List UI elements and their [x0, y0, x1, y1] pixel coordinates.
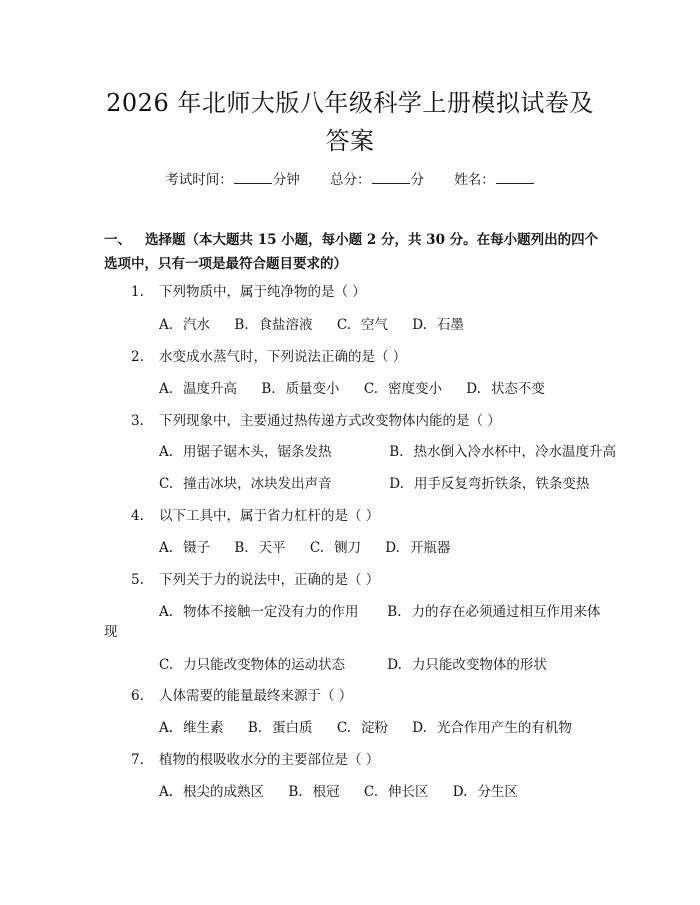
option-text: 用锯子锯木头，锯条发热 [183, 444, 332, 460]
option-letter: D. [412, 720, 427, 736]
option [248, 716, 313, 736]
option-letter: C. [336, 317, 351, 333]
option-letter: B. [288, 784, 303, 800]
option-text: 蛋白质 [272, 720, 313, 736]
option-letter: D. [412, 317, 427, 333]
section-heading [104, 228, 604, 276]
option-text: 力只能改变物体的运动状态 [183, 657, 346, 673]
option-letter: C. [159, 476, 174, 492]
option [310, 536, 361, 556]
option [466, 377, 545, 397]
question-stem [131, 504, 379, 524]
option [387, 653, 547, 673]
score-label: 总分： [330, 172, 371, 188]
student-name [454, 168, 535, 188]
score-unit: 分 [410, 172, 424, 188]
option-letter: B. [247, 720, 263, 736]
option-row [159, 716, 592, 736]
question-text: 以下工具中，属于省力杠杆的是（ ） [159, 508, 380, 524]
question-number: 5. [131, 572, 144, 588]
title-line-1: 2026 年北师大版八年级科学上册模拟试卷及 [106, 89, 594, 117]
option-letter: B. [387, 604, 402, 620]
option [412, 716, 572, 736]
option [159, 440, 357, 460]
option-text: 状态不变 [490, 381, 545, 397]
question-text: 下列关于力的说法中，正确的是（ ） [159, 572, 380, 588]
option-text: 密度变小 [388, 381, 442, 397]
option-text: 光合作用产生的有机物 [436, 720, 572, 736]
question-number: 7. [131, 752, 144, 768]
question-number: 6. [131, 688, 144, 704]
option-text: 撞击冰块，冰块发出声音 [183, 476, 332, 492]
option [387, 600, 600, 620]
option-text: 天平 [258, 540, 286, 556]
exam-meta [0, 168, 700, 188]
option [234, 536, 285, 556]
option-text: 物体不接触一定没有力的作用 [183, 604, 359, 620]
option-row [159, 653, 567, 673]
option [159, 780, 264, 800]
option-text: 石墨 [436, 317, 464, 333]
question-number: 1. [131, 284, 144, 300]
option-letter: D. [389, 476, 404, 492]
option [412, 313, 464, 333]
option [288, 780, 339, 800]
option [159, 536, 210, 556]
question-number: 4. [131, 508, 144, 524]
option [261, 377, 339, 397]
option-row [159, 377, 565, 397]
option-letter: C. [363, 381, 378, 397]
time-blank[interactable] [234, 171, 272, 184]
option-text: 淀粉 [361, 720, 388, 736]
time-label: 考试时间： [165, 172, 233, 188]
wrapped-text: 现 [104, 624, 118, 640]
option-row [159, 472, 609, 492]
option [159, 377, 237, 397]
option-text: 力的存在必须通过相互作用来体 [411, 604, 601, 620]
question-text: 下列现象中，主要通过热传递方式改变物体内能的是（ ） [159, 413, 501, 429]
question-stem [131, 684, 352, 704]
option-text: 用手反复弯折铁条，铁条变热 [413, 476, 590, 492]
total-score [330, 168, 424, 188]
option-text: 分生区 [477, 784, 518, 800]
option [389, 440, 616, 460]
option [337, 313, 388, 333]
option-text: 伸长区 [388, 784, 429, 800]
page-title [0, 84, 700, 160]
score-blank[interactable] [372, 171, 410, 184]
question-text: 人体需要的能量最终来源于（ ） [159, 688, 353, 704]
option-text: 开瓶器 [409, 540, 451, 556]
option-letter: A. [159, 444, 174, 460]
option-letter: B. [234, 540, 249, 556]
option [159, 472, 357, 492]
name-label: 姓名： [454, 172, 495, 188]
option-text: 温度升高 [183, 381, 238, 397]
option [337, 716, 388, 736]
option-text: 根尖的成熟区 [183, 784, 265, 800]
option-text: 质量变小 [285, 381, 340, 397]
option-letter: C. [159, 657, 174, 673]
option-letter: C. [309, 540, 324, 556]
option-text: 热水倒入冷水杯中，冷水温度升高 [413, 444, 617, 460]
option-text: 镊子 [183, 540, 211, 556]
exam-time [165, 168, 300, 188]
option-row [159, 600, 601, 620]
option-letter: D. [466, 381, 481, 397]
name-blank[interactable] [496, 171, 534, 184]
option [364, 780, 429, 800]
option [159, 653, 355, 673]
option-row [159, 780, 538, 800]
option-letter: B. [261, 381, 276, 397]
option-text: 根冠 [312, 784, 340, 800]
question-stem [131, 345, 406, 365]
option [453, 780, 518, 800]
option-letter: B. [389, 444, 404, 460]
question-number: 2. [131, 349, 144, 365]
question-stem [131, 568, 379, 588]
option-text: 力只能改变物体的形状 [411, 657, 547, 673]
option-letter: A. [159, 784, 174, 800]
option-row [159, 536, 470, 556]
option [364, 377, 442, 397]
title-line-2: 答案 [325, 127, 375, 155]
option-letter: D. [387, 657, 402, 673]
option-text: 空气 [361, 317, 388, 333]
question-number: 3. [131, 413, 144, 429]
question-stem [131, 280, 366, 300]
option [234, 313, 312, 333]
question-text: 水变成水蒸气时，下列说法正确的是（ ） [159, 349, 407, 365]
option [159, 716, 224, 736]
option-row [159, 440, 636, 460]
time-unit: 分钟 [272, 172, 300, 188]
option [389, 472, 589, 492]
option-letter: A. [159, 381, 174, 397]
section-instructions: 选择题（本大题共 15 小题，每小题 2 分，共 30 分。在每小题列出的四个选项中，只有一项是最符合题目要求的） [104, 232, 599, 272]
option-row [159, 313, 484, 333]
option-letter: A. [159, 604, 174, 620]
option [385, 536, 450, 556]
option [159, 313, 210, 333]
option-letter: A. [159, 720, 174, 736]
option-letter: C. [336, 720, 351, 736]
option-letter: A. [159, 540, 174, 556]
option-text: 汽水 [183, 317, 211, 333]
option-letter: D. [385, 540, 400, 556]
option-text: 维生素 [183, 720, 224, 736]
option-text: 食盐溶液 [258, 317, 313, 333]
option-letter: C. [363, 784, 378, 800]
option-letter: A. [159, 317, 174, 333]
question-text: 下列物质中，属于纯净物的是（ ） [159, 284, 366, 300]
option-letter: B. [234, 317, 249, 333]
question-stem [131, 748, 379, 768]
question-stem [131, 409, 501, 429]
question-text: 植物的根吸收水分的主要部位是（ ） [159, 752, 380, 768]
option [159, 600, 359, 620]
option-letter: D. [452, 784, 468, 800]
section-number: 一、 [104, 232, 131, 248]
option-text: 铡刀 [334, 540, 361, 556]
